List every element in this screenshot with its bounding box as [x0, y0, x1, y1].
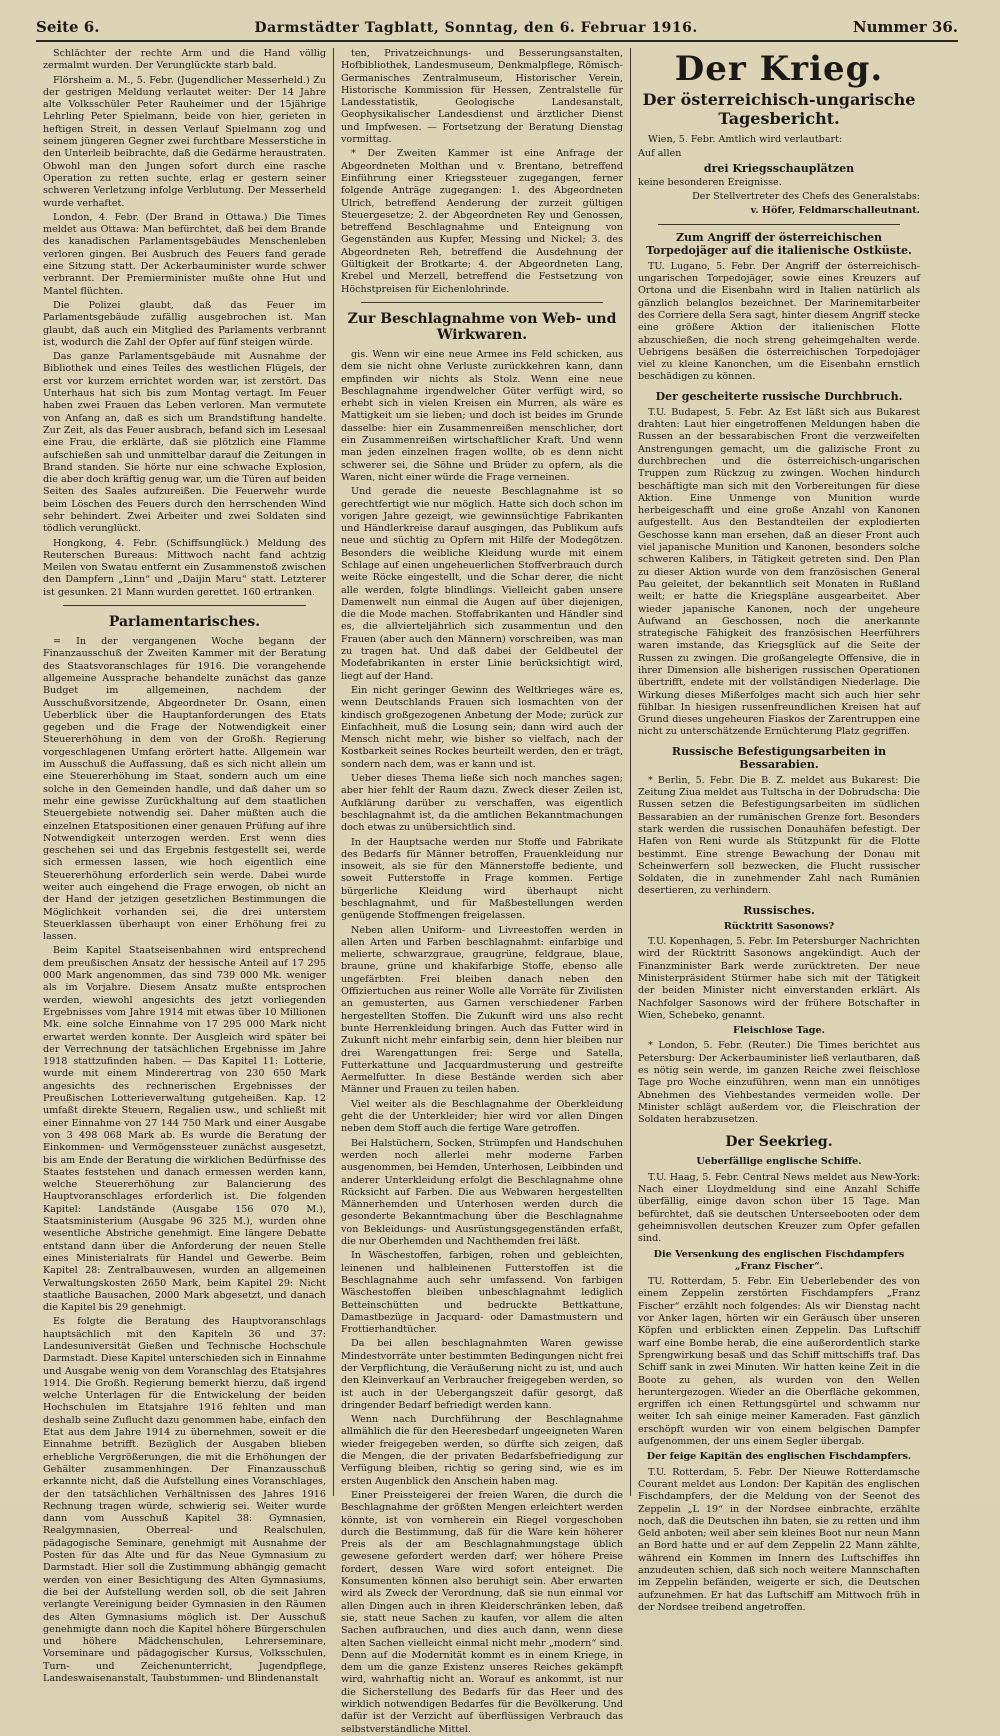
section-heading: Parlamentarisches. [108, 614, 261, 631]
article-text: Beim Kapitel Staatseisenbahnen wird entsprechend dem preußischen Ansatz der hessische Anteil auf 17 295 000 Mark angenommen, das sind 739 000 Mk. weniger als im Vorjahre. Diesem Ansatz mußte entsprochen werden, wiewohl angesichts des jetzt vorliegenden Ergebnisses vom Jahre 1914 mit etwas über 10 Millionen Mk. eine solche Einnahme von 17 295 000 Mark nicht erwartet werden konnte. Der Ausgleich wird später bei der Verrechnung der tatsächlichen Ergebnisse im Jahre 1918 stattzufinden haben. — Das Kapitel 11: Lotterie, wurde mit einem Minderertrag von 230 650 Mark angesichts des rechnerischen Ergebnisses der Preußischen Lotterieverwaltung gutgeheißen. Kap. 12 umfaßt direkte Steuern, Regalien usw., und schließt mit einer Einnahme von 27 144 750 Mark und einer Ausgabe von 3 498 068 Mark ab. Es wurde die Beratung der Einkommen- und Vermögenssteuer zunächst ausgesetzt, bis am Ende der Beratung die wirklichen Bedürfnisse des Staates feststehen und danach ermessen werden kann, welche Steuererhöhung zur Balancierung des Hauptvoranschlages erforderlich ist. Die folgenden Kapitel: Landstände (Ausgabe 156 070 M.), Staatsministerium (Ausgabe 96 325 M.), wurden ohne wesentliche Abstriche genehmigt. Eine längere Debatte entstand dann über die Anforderung der neuen Stelle eines Ministerialrats für Handel und Gewerbe. Beim Kapitel 28: Zentralbauwesen, wurden an allgemeinen Verwaltungskosten 2650 Mark, beim Kapitel 29: Nicht staatliche Bausachen, 2000 Mark abgesetzt, und danach die Kapitel bis 29 genehmigt. [43, 945, 326, 1314]
masthead-dateline: Darmstädter Tagblatt, Sonntag, den 6. Februar 1916. [254, 20, 698, 36]
section-heading: Russisches. [743, 903, 815, 917]
section-subheading: Die Versenkung des englischen Fischdampfers „Franz Fischer“. [653, 1248, 905, 1272]
article-text: * Der Zweiten Kammer ist eine Anfrage der Abgeordneten Molthan und v. Brentano, betreffend Einführung einer Kriegssteuer zugegangen, ferner folgende Anträge zugegangen: 1. des Abgeordneten Ulrich, betreffend Aenderung der zurzeit gültigen Steuergesetze; 2. der Abgeordneten Rey und Genossen, betreffend Beschlagnahme und Enteignung von Gegenständen aus Kupfer, Messing und Nickel; 3. des Abgeordneten Reh, betreffend die Ausdehnung der Gültigkeit der Brotkarte; 4. der Abgeordneten Lang, Krebel und Merzell, betreffend die Festsetzung von Höchstpreisen für Eichenlohrinde. [341, 148, 623, 295]
article-text: * Berlin, 5. Febr. Die B. Z. meldet aus Bukarest: Die Zeitung Ziua meldet aus Tultscha in der Dobrudscha: Die Russen setzen die Befestigungsarbeiten im südlichen Bessarabien an der rumänischen Grenze fort. Besonders stark werden die russischen Donauhäfen befestigt. Der Hafen von Reni wurde als Stützpunkt für die Flotte bestimmt. Eine strenge Bewachung der Donau mit Scheinwerfern soll bezwecken, die Flucht russischer Soldaten, die in zunehmender Zahl nach Rumänien desertieren, zu verhindern. [638, 774, 920, 897]
article-text: Flörsheim a. M., 5. Febr. (Jugendlicher Messerheld.) Zu der gestrigen Meldung verlautet weiter: Der 14 Jahre alte Volksschüler Peter Rauheimer und der 15jährige Lehrling Peter Spielmann, beide von hier, gerieten in heftigen Streit, in dessen Verlauf Spielmann zog und seinem jüngeren Gegner zwei furchtbare Messerstiche in den Unterleib beibrachte, daß die Gedärme heraustraten. Obwohl man den Jungen sofort durch eine rasche Operation zu retten suchte, erlag er gestern seiner schweren Verletzung infolge Verblutung. Der Messerheld wurde verhaftet. [43, 74, 326, 209]
article-text: Viel weiter als die Beschlagnahme der Oberkleidung geht die der Unterkleider; hier wird vor allen Dingen neben dem Stoff auch die fertige Ware getroffen. [341, 1098, 623, 1135]
war-section-subtitle: Der österreichisch-ungarische Tagesbericht. [642, 90, 916, 128]
section-heading: Der gescheiterte russische Durchbruch. [655, 389, 903, 403]
divider [63, 605, 306, 606]
article-text: Neben allen Uniform- und Livreestoffen werden in allen Arten und Farben beschlagnahmt: einfarbige und melierte, schwarzgraue, graugrüne, feldgraue, blaue, braune, grüne und khakifarbige Stoffe, ebenso alle ungefärbten. Frei bleiben danach neben den Offiziertuchen aus reiner Wolle alle Vorräte für Zivilisten an gemusterten, aus Garnen verschiedener Farben hergestellten Stoffen. Die Zukunft wird uns also recht bunte Herrenkleidung bringen. Auch das Futter wird in Zukunft nicht mehr einfarbig sein, denn hier bleiben nur drei Warengattungen frei: Serge und Satella, Futterkattune und Jacquardmusterung und gestreifte Aermelfutter. In diese Bestände werden sich aber Männer und Frauen zu teilen haben. [341, 924, 623, 1096]
article-text: Und gerade die neueste Beschlagnahme ist so gerechtfertigt wie nur möglich. Hatte sich doch schon im vorigen Jahre gezeigt, wie gewinnsüchtige Fabrikanten und Händlerkreise darauf ausgingen, das Publikum aufs neue und süchtig zu Opfern mit Hilfe der Modegötzen. Besonders die weibliche Kleidung wurde mit einem Schlage auf einen ungeheuerlichen Stoffverbrauch durch weite Röcke eingestellt, und die Schar derer, die nicht alle werden, folgte blindlings. Vielleicht gaben unsere Damenwelt nun einmal die Augen auf über diejenigen, die die Mode machen. Stoffabrikanten und Händler sind es, die allvierteljährlich sich zusammentun und den Frauen (aber auch den Männern) vorschreiben, was man zu tragen hat. Und daß dabei der Geldbeutel der Modefabrikanten in erster Linie berücksichtigt wird, liegt auf der Hand. [341, 486, 623, 682]
article-text: Der Stellvertreter des Chefs des Generalstabs: [692, 191, 920, 203]
section-heading: Russische Befestigungsarbeiten in Bessarabien. [671, 744, 887, 771]
article-text: Bei Halstüchern, Socken, Strümpfen und Handschuhen werden noch allerlei mehr moderne Farben ausgenommen, bei Hemden, Unterhosen, Leibbinden und anderer Unterkleidung erfolgt die Beschlagnahme ohne Rücksicht auf Farben. Die aus Webwaren hergestellten Männerhemden und Unterhosen werden durch die gesonderte Bekanntmachung über die Beschlagnahme von Bekleidungs- und Ausrüstungsgegenständen erfaßt, die nur Oberhemden und Nachthemden frei läßt. [341, 1137, 623, 1248]
section-heading: Zum Angriff der österreichischen Torpedojäger auf die italienische Ostküste. [646, 230, 912, 257]
article-text: Einer Preissteigerei der freien Waren, die durch die Beschlagnahme der größten Mengen erleichtert werden könnte, ist von vornherein ein Riegel vorgeschoben durch die Bestimmung, daß für die Ware kein höherer Preis als der am Beschlagnahmungstage üblich gewesene gefordert werden darf; wer höhere Preise fordert, dessen Ware wird sofort enteignet. Die Konsumenten können also beruhigt sein. Aber erwarten wird als Zweck der Verordnung, daß sie nun einmal vor allen Dingen auch in ihren Kleiderschränken leben, daß sie, statt neue Sachen zu kaufen, vor allem die alten Sachen aufbrauchen, und dies auch dann, wenn diese alten Sachen vielleicht einmal nicht mehr „modern“ sind. Denn auf die Modernität kommt es in einem Kriege, in dem um die ganze Existenz unseres Reiches gekämpft wird, wahrhaftig nicht an. Worauf es ankommt, ist nur die Sicherstellung des Bedarfs für das Heer und des wirklich notwendigen Bedarfes für die Bevölkerung. Und dafür ist der Verzicht auf überflüssigen Verbrauch das selbstverständliche Mittel. [341, 1489, 623, 1735]
column-2 [333, 48, 630, 1735]
signature-line: v. Höfer, Feldmarschalleutnant. [750, 205, 920, 217]
article-text: Das ganze Parlamentsgebäude mit Ausnahme der Bibliothek und eines Teiles des westlichen Flügels, der erst vor kurzem errichtet worden war, ist zerstört. Das Unterhaus hat sich bis zum Montag vertagt. Im Feuer haben zwei Frauen das Leben verloren. Man vermutete von Anfang an, daß es sich um Brandstiftung handelte. Zur Zeit, als das Feuer ausbrach, befand sich im Lesesaal eine Frau, die erklärte, daß sie plötzlich eine Flamme aufschießen sah und unmittelbar darauf die Zeitungen in Brand standen. Sie hörte nur eine schwache Explosion, die aber doch kräftig genug war, um die Türen auf beiden Seiten des Saales aufzureißen. Die Feuerwehr wurde beim Löschen des Feuers durch den herrschenden Wind sehr behindert. Zwei Arbeiter und zwei Soldaten sind tödlich verunglückt. [43, 351, 326, 535]
article-text: In der Hauptsache werden nur Stoffe und Fabrikate des Bedarfs für Männer betroffen, Frauenkleidung nur insoweit, als sie für den Männerstoffe bediente, und soweit Futterstoffe in Frage kommen. Fertige bürgerliche Kleidung wird überhaupt nicht beschlagnahmt, und für Maßbestellungen werden genügende Stoffmengen freigelassen. [341, 836, 623, 922]
section-heading: Der Seekrieg. [725, 1134, 833, 1151]
divider [658, 224, 900, 225]
article-text: Wenn nach Durchführung der Beschlagnahme allmählich die für den Heeresbedarf ungeeigneten Waren wieder freigegeben werden, so dürfte sich zeigen, daß die Mengen, die der privaten Bedarfsbefriedigung zur Verfügung bleiben, richtig so gering sind, wie es im ersten Augenblick den Anschein haben mag. [341, 1414, 623, 1487]
article-text: T.U. Budapest, 5. Febr. Az Est läßt sich aus Bukarest drahten: Laut hier eingetroffenen Meldungen haben die Russen an der bessarabischen Front die verzweifelten Anstrengungen gemacht, um die galizische Front zu durchbrechen und die österreichisch-ungarischen Truppen zum Rückzug zu zwingen. Wochen hindurch beschäftigte man sich mit den Vorbereitungen für diese Aktion. Eine Unmenge von Munition wurde herbeigeschafft und eine große Anzahl von Kanonen aufgestellt. Aus den Bestandteilen der explodierten Geschosse kann man ersehen, daß an dieser Front auch viel japanische Munition und Kanonen, besonders solche schweren Kalibers, in Tätigkeit getreten sind. Den Plan zu dieser Aktion wurde von dem französischen General Pau geleitet, der bekanntlich seit Monaten in Rußland weilt; er hatte die Kriegspläne ausgearbeitet. Aber wieder japanische Kanonen, noch der ungeheure Aufwand an Geschossen, noch die anerkannte strategische Fähigkeit des französischen Heerführers waren imstande, das Kriegsglück auf die Seite der Russen zu zwingen. Die großangelegte Offensive, die in ihrer Dimension alle bisherigen russischen Operationen übertrifft, endete mit der vollständigen Niederlage. Die Wirkung dieses Mißerfolges macht sich auch hier sehr fühlbar. In hiesigen russenfreundlichen Kreisen hat auf Grund dieses ungeheuren Fiaskos der Zarentruppen eine nicht zu unterschätzende Ernüchterung Platz gegriffen. [638, 406, 920, 738]
article-text: Auf allen [638, 148, 682, 160]
article-text: T.U. Rotterdam, 5. Febr. Der Nieuwe Rotterdamsche Courant meldet aus London: Der Kapitän des englischen Fischdampfers, der die Meldung von der Seenot des Zeppelin „L 19“ in der Nordsee einbrachte, erzählte noch, daß die Deutschen ihn baten, sie zu retten und ihm Geld anboten; weil aber sein kleines Boot nur neun Mann an Bord hatte und er auf dem Zeppelin 22 Mann zählte, während ein Kommen im Innern des Luftschiffes ihn anzudeuten schien, daß sich noch weitere Mannschaften im Zeppelin befänden, weigerte er sich, die Deutschen aufzunehmen. Er hat das Luftschiff am Mittwoch früh in der Nordsee treibend angetroffen. [638, 1466, 920, 1613]
page-header [36, 18, 958, 42]
article-text: drei Kriegsschauplätzen [703, 161, 855, 175]
issue-number: Nummer 36. [852, 18, 958, 36]
article-text: Da bei allen beschlagnahmten Waren gewisse Mindestvorräte unter bestimmten Bedingungen nicht frei der Verpflichtung, die Veräußerung nicht zu ist, und auch den Kleinverkauf an Verbraucher freigegeben werden, so ist auch in der Uebergangszeit dafür gesorgt, daß dringender Bedarf befriedigt werden kann. [341, 1338, 623, 1411]
article-text: London, 4. Febr. (Der Brand in Ottawa.) Die Times meldet aus Ottawa: Man befürchtet, daß bei dem Brande des kanadischen Parlamentsgebäudes Menschenleben verloren gingen. Bei Ausbruch des Feuers fand gerade eine Sitzung statt. Der Ackerbauminister wurde schwer verbrannt. Der Premierminister mußte ohne Hut und Mantel flüchten. [43, 211, 326, 297]
article-text: T.U. Haag, 5. Febr. Central News meldet aus New-York: Nach einer Lloydmeldung sind eine Anzahl Schiffe überfällig, einige davon schon über 15 Tage. Man befürchtet, daß sie deutschen Unterseebooten oder dem geheimnisvollen deutschen Kreuzer zum Opfer gefallen sind. [638, 1171, 920, 1245]
article-text: Die Polizei glaubt, daß das Feuer im Parlamentsgebäude zufällig ausgebrochen ist. Man glaubt, daß auch ein Mitglied des Parlaments verbrannt ist, wodurch die Zahl der Opfer auf fünf steigen würde. [43, 299, 326, 348]
article-text: Hongkong, 4. Febr. (Schiffsunglück.) Meldung des Reuterschen Bureaus: Mittwoch nacht fand achtzig Meilen von Swatau entfernt ein Zusammenstoß zwischen den Dampfern „Linn“ und „Daijin Maru“ statt. Letzterer ist gesunken. 21 Mann wurden gerettet. 160 ertranken. [43, 537, 326, 598]
article-text: ten, Privatzeichnungs- und Besserungsanstalten, Hofbibliothek, Landesmuseum, Denkmalpflege, Römisch-Germanisches Zentralmuseum, Historischer Verein, Historische Kommission für Hessen, Zentralstelle für Landesstatistik, Geologische Landesanstalt, Geophysikalischer Landesdienst und ärztlicher Dienst und Impfwesen. — Fortsetzung der Beratung Dienstag vormittag. [341, 48, 623, 146]
article-text: Ein nicht geringer Gewinn des Weltkrieges wäre es, wenn Deutschlands Frauen sich losmachten von der kindisch großgezogenen Anbetung der Mode; zurück zur Einfachheit, muß die Losung sein; dann wird auch der Mensch nicht mehr, wie bisher so vielfach, nach der Kostbarkeit seines Rockes beurteilt werden, den er trägt, sondern nach dem, was er kann und ist. [341, 684, 623, 770]
article-text: keine besonderen Ereignisse. [638, 176, 782, 188]
section-subheading: Rücktritt Sasonows? [723, 920, 835, 932]
columns [36, 48, 958, 1735]
article-text: Wien, 5. Febr. Amtlich wird verlautbart: [648, 134, 843, 145]
section-subheading: Der feige Kapitän des englischen Fischdampfers. [646, 1451, 912, 1463]
article-text: = In der vergangenen Woche begann der Finanzausschuß der Zweiten Kammer mit der Beratung des Staatsvoranschlages für 1916. Die vorangehende allgemeine Aussprache behandelte zunächst das ganze Budget im allgemeinen, nachdem der Ausschußvorsitzende, Abgeordneter Dr. Osann, einen Ueberblick über die Hauptanforderungen des Etats gegeben und die Frage der Notwendigkeit einer Steuererhöhung in dem von der Großh. Regierung vorgeschlagenen Umfang erörtert hatte. Allgemein war im Ausschuß die Auffassung, daß es sich nicht allein um eine Steuererhöhung im Staat, sondern auch um eine solche in den Gemeinden handle, und daß daher um so mehr eine gewisse Zurückhaltung auf dem staatlichen Steuergebiete notwendig sei. Daher müßten auch die einzelnen Etatspositionen einer genauen Prüfung auf ihre Notwendigkeit unterzogen werden. Erst wenn dies geschehen sei und das Ergebnis festgestellt sei, werde sich ermessen lassen, wie hoch eigentlich eine Steuererhöhung erforderlich sein werde. Dabei wurde weiter auch eingehend die Frage erwogen, ob nicht an der Hand der jetzigen gesetzlichen Bestimmungen die Möglichkeit vorhanden sei, die drei unterstem Steuerklassen überhaupt von einer Erhöhung frei zu lassen. [43, 636, 326, 943]
section-subheading: Fleischlose Tage. [733, 1025, 825, 1037]
article-text: gis. Wenn wir eine neue Armee ins Feld schicken, aus dem sie nicht ohne Verluste zurückkehren kann, dann empfinden wir nichts als Stolz. Wenn eine neue Beschlagnahme irgendwelcher Güter verfügt wird, so erhebt sich in vielen Kreisen ein Murren, als wäre es Mattigkeit um sie lieben; und doch ist beides im Grunde dasselbe: hier ein Zusammenreißen menschlicher, dort ein Zusammenreißen wirtschaftlicher Kraft. Und wenn man jeden einzelnen fragen wollte, ob es denn nicht schwerer sei, die Söhne und Brüder zu opfern, als die Waren, nicht einer würde die Frage verneinen. [341, 348, 623, 483]
section-subheading: Ueberfällige englische Schiffe. [696, 1156, 862, 1168]
article-text: Ueber dieses Thema ließe sich noch manches sagen; aber hier fehlt der Raum dazu. Zweck dieser Zeilen ist, Aufklärung darüber zu verschaffen, was eigentlich beschlagnahmt ist, da die amtlichen Bekanntmachungen doch etwas zu unübersichtlich sind. [341, 773, 623, 834]
divider [361, 302, 603, 303]
article-text: In Wäschestoffen, farbigen, rohen und gebleichten, leinenen und halbleinenen Futterstoffen ist die Beschlagnahme auch sehr umfassend. Von farbigen Wäschestoffen bleiben unbeschlagnahmt lediglich Betteinschütten und bedruckte Bettkattune, Damastbezüge in Jacquard- oder Damastmustern und Frottierhandtücher. [341, 1250, 623, 1336]
article-text: T.U. Kopenhagen, 5. Febr. Im Petersburger Nachrichten wird der Rücktritt Sasonows angekündigt. Auch der Finanzminister Bark werde zurücktreten. Der neue Ministerpräsident Stürmer habe sich mit der Tätigkeit der beiden Minister nicht einverstanden erklärt. Als Nachfolger Sasonows wird der frühere Botschafter in Wien, Schebeko, genannt. [638, 936, 920, 1021]
article-text: Es folgte die Beratung des Hauptvoranschlags hauptsächlich mit den Kapiteln 36 und 37: Landesuniversität Gießen und Technische Hochschule Darmstadt. Diese Kapitel unterschieden sich in Einnahme und Ausgabe wenig von dem Voranschlag des Etatsjahres 1914. Die Großh. Regierung bemerkt hierzu, daß irgend welche Unterlagen für die Entwickelung der beiden Hochschulen im Etatsjahre 1916 fehlten und man deshalb seine Zuflucht dazu genommen habe, einfach den Etat aus dem Jahre 1914 zu übernehmen, soweit er die Einnahme betrifft. Bezüglich der Ausgaben blieben erhebliche Vergrößerungen, die mit die Erhöhungen der Gehälter zusammenhingen. Der Finanzausschuß erkannte nicht, daß die Aufstellung eines Voranschlages, der den tatsächlichen Verhältnissen des Jahres 1916 Rechnung tragen würde, schwierig sei. Weiter wurde dann vom Ausschuß Kapitel 38: Gymnasien, Realgymnasien, Oberreal- und Realschulen, pädagogische Seminare, genehmigt mit Ausnahme der Posten für das Alte und für das Neue Gymnasium zu Darmstadt. Hier soll die Zustimmung abhängig gemacht werden von einer Besichtigung des Alten Gymnasiums, die bei der Aufstellung werden soll, ob die seit Jahren verlangte Vereinigung beider Gymnasien in den Räumen des Alten Gymnasiums möglich ist. Der Ausschuß genehmigte dann noch die Kapitel höhere Bürgerschulen und höhere Mädchenschulen, Lehrerseminare, Vorseminare und pädagogischer Kursus, Volksschulen, Turn- und Zeichenunterricht, Jugendpflege, Landeswaisenanstalt, Taubstummen- und Blindenanstalt [43, 1316, 326, 1684]
article-text: TU. Lugano, 5. Febr. Der Angriff der österreichisch-ungarischen Torpedojäger, sowie eines Kreuzers auf Ortona und die Eisenbahn wird in Italien natürlich als gänzlich belanglos bezeichnet. Der Marinemitarbeiter des Corriere della Sera sagt, hinter diesem Angriff stecke eine größere Aktion der italienischen Flotte abzuschießen, die noch streng geheimgehalten werde. Uebrigens besäßen die österreichischen Torpedojäger viel zu kleine Kanonchen, um die Eisenbahn ernstlich beschädigen zu können. [638, 260, 920, 383]
article-text: Schlächter der rechte Arm und die Hand völlig zermalmt wurden. Der Verunglückte starb bald. [43, 48, 326, 72]
page-number: Seite 6. [36, 18, 100, 36]
article-text: TU. Rotterdam, 5. Febr. Ein Ueberlebender des von einem Zeppelin zerstörten Fischdampfers „Franz Fischer“ erzählt noch folgendes: Als wir Dienstag nacht vor Anker lagen, hörten wir ein Geräusch über unseren Köpfen und erblickten einen Zeppelin. Das Luftschiff warf eine Bombe herab, die eine außerordentlich starke Sprengwirkung besaß und das Schiff mittschiffs traf. Das Schiff sank in zwei Minuten. Wir hatten keine Zeit in die Boote zu gehen, als wurden von den Wellen heruntergezogen. Wieder an die Oberfläche gekommen, ergriffen ich einen Rettungsgürtel und schwamm nur weiter. Ich sah einige meiner Kameraden. Fast gänzlich erschöpft wurden wir von einem belgischen Dampfer aufgenommen, der uns einem Segler übergab. [638, 1276, 920, 1448]
section-heading: Zur Beschlagnahme von Web- und Wirkwaren. [347, 310, 617, 343]
article-text: * London, 5. Febr. (Reuter.) Die Times berichtet aus Petersburg: Der Ackerbauminister ließ verlautbaren, daß es nötig sein werde, im ganzen Reiche zwei fleischlose Tage pro Woche einzuführen, wenn man ein unnötiges Abnehmen des Viehbestandes vermeiden wolle. Der Minister schlägt außerdem vor, die Fleischration der Soldaten herabzusetzen. [638, 1040, 920, 1126]
column-3 [630, 48, 927, 1613]
war-section-title: Der Krieg. [674, 49, 884, 89]
column-1 [36, 48, 333, 1684]
